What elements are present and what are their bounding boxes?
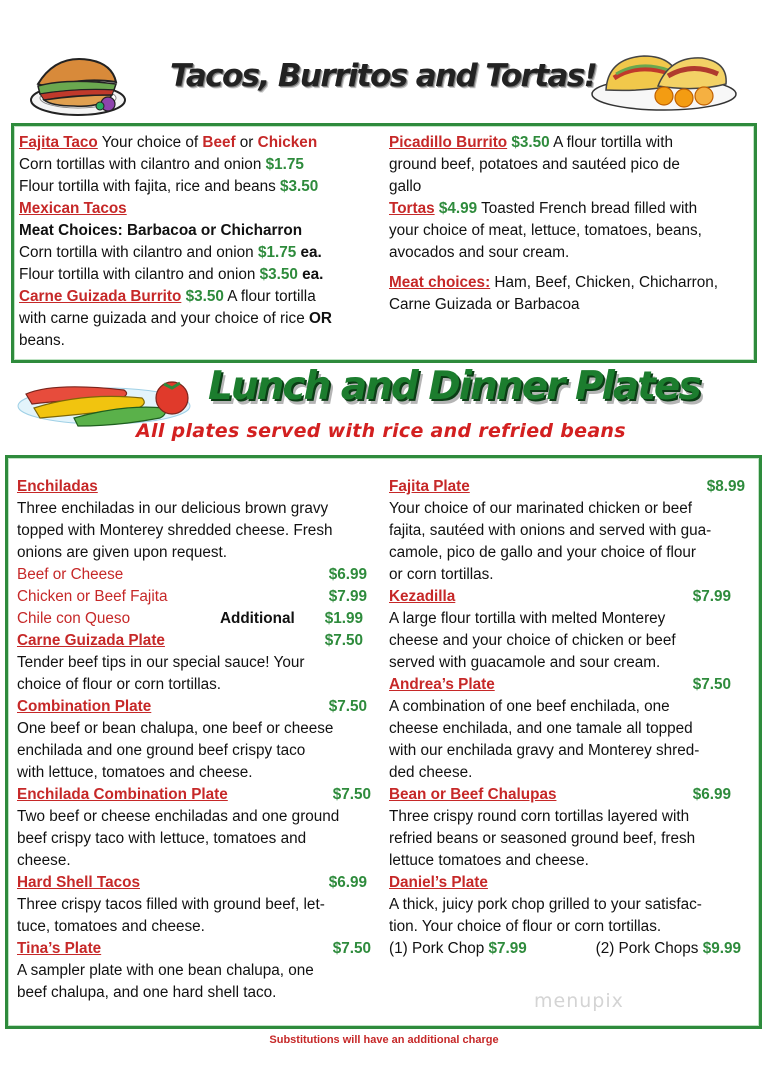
carne-guizada-burrito-desc2: with carne guizada and your choice of rice — [19, 310, 309, 327]
carne-guizada-burrito-price: $3.50 — [185, 288, 224, 305]
pork-chop-two — [596, 938, 741, 960]
enchilada-combination-desc1: Two beef or cheese enchiladas and one ground — [17, 808, 340, 825]
tortas-desc1: Toasted French bread filled with — [477, 200, 698, 217]
watermark: menupix — [534, 990, 624, 1012]
option-label: Chile con Queso — [17, 610, 131, 627]
tortas-name: Tortas — [389, 200, 435, 217]
mexican-flour-text: Flour tortilla with cilantro and onion — [19, 266, 260, 283]
carne-guizada-burrito-line — [19, 286, 381, 308]
pork-chop-two-price: $9.99 — [702, 940, 741, 957]
fajita-flour-price: $3.50 — [280, 178, 319, 195]
enchiladas-desc1: Three enchiladas in our delicious brown gravy — [17, 500, 329, 517]
enchilada-combination-plate-header — [17, 784, 371, 806]
carne-guizada-plate-desc2: choice of flour or corn tortillas. — [17, 676, 222, 693]
picadillo-burrito-line — [389, 132, 751, 154]
combination-plate-desc2: enchilada and one ground beef crispy taco — [17, 742, 306, 759]
fajita-flour-text: Flour tortilla with fajita, rice and beans — [19, 178, 281, 195]
enchiladas-desc2: topped with Monterey shredded cheese. Fresh — [17, 522, 333, 539]
option-price: $7.99 — [328, 588, 367, 605]
daniels-plate-desc1: A thick, juicy pork chop grilled to your satisfac- — [389, 896, 702, 913]
kezadilla-desc1: A large flour tortilla with melted Monterey — [389, 610, 666, 627]
meat-choices-desc1: Ham, Beef, Chicken, Chicharron, — [490, 274, 719, 291]
andreas-plate-price: $7.50 — [692, 676, 731, 693]
combination-plate-price: $7.50 — [328, 698, 367, 715]
or-text: or — [235, 134, 258, 151]
meat-choices-label: Meat choices: — [389, 274, 491, 291]
substitutions-note: Substitutions will have an additional charge — [269, 1034, 499, 1046]
carne-guizada-burrito-desc1: A flour tortilla — [223, 288, 316, 305]
carne-guizada-burrito-desc3: beans. — [19, 332, 65, 349]
carne-guizada-burrito-name: Carne Guizada Burrito — [19, 288, 182, 305]
meat-choices-desc2: Carne Guizada or Barbacoa — [389, 296, 580, 313]
fajita-corn-line — [19, 154, 381, 176]
kezadilla-desc2: cheese and your choice of chicken or beef — [389, 632, 676, 649]
mexican-tacos-name: Mexican Tacos — [19, 200, 127, 217]
andreas-plate-desc3: with our enchilada gravy and Monterey shred- — [389, 742, 700, 759]
enchiladas-name: Enchiladas — [17, 478, 98, 495]
mexican-flour-unit: ea. — [297, 266, 324, 283]
chicken-option: Chicken — [257, 134, 318, 151]
picadillo-burrito-name: Picadillo Burrito — [389, 134, 508, 151]
hard-shell-tacos-desc1: Three crispy tacos filled with ground beef, let- — [17, 896, 325, 913]
andreas-plate-desc1: A combination of one beef enchilada, one — [389, 698, 670, 715]
carne-guizada-plate-price: $7.50 — [324, 632, 363, 649]
pork-chop-one-label: (1) Pork Chop — [389, 940, 489, 957]
combination-plate-name: Combination Plate — [17, 698, 152, 715]
enchiladas-desc3: onions are given upon request. — [17, 544, 228, 561]
enchilada-combination-desc3: cheese. — [17, 852, 71, 869]
fajita-taco-line — [19, 132, 381, 154]
chalupas-desc1: Three crispy round corn tortillas layered with — [389, 808, 690, 825]
plates-left-column — [17, 476, 375, 1004]
daniels-plate-name: Daniel’s Plate — [389, 874, 488, 891]
plates-right-column — [389, 476, 751, 960]
page-title: Tacos, Burritos and Tortas! — [170, 58, 597, 94]
tortas-line — [389, 198, 751, 220]
bean-beef-chalupas-price: $6.99 — [692, 786, 731, 803]
fajita-plate-name: Fajita Plate — [389, 478, 470, 495]
mexican-corn-text: Corn tortilla with cilantro and onion — [19, 244, 258, 261]
chalupas-desc2: refried beans or seasoned ground beef, fresh — [389, 830, 696, 847]
mexican-tacos-line — [19, 198, 381, 220]
combination-plate-desc1: One beef or bean chalupa, one beef or cheese — [17, 720, 334, 737]
taco-plate-icon — [588, 48, 740, 112]
mexican-meat-choices: Meat Choices: Barbacoa or Chicharron — [19, 222, 303, 239]
enchilada-option-chicken-beef-fajita — [17, 586, 367, 608]
combination-plate-desc3: with lettuce, tomatoes and cheese. — [17, 764, 253, 781]
mexican-flour-line — [19, 264, 381, 286]
kezadilla-price: $7.99 — [692, 588, 731, 605]
chalupas-desc3: lettuce tomatoes and cheese. — [389, 852, 589, 869]
bean-beef-chalupas-name: Bean or Beef Chalupas — [389, 786, 557, 803]
hard-shell-tacos-desc2: tuce, tomatoes and cheese. — [17, 918, 205, 935]
pork-chop-one — [389, 938, 527, 960]
picadillo-desc1: A flour tortilla with — [549, 134, 673, 151]
tinas-plate-name: Tina’s Plate — [17, 940, 102, 957]
enchiladas-line — [17, 476, 375, 498]
fajita-plate-desc2: fajita, sautéed with onions and served with gua- — [389, 522, 712, 539]
fajita-plate-desc3: camole, pico de gallo and your choice of flour — [389, 544, 696, 561]
mexican-corn-unit: ea. — [296, 244, 322, 261]
picadillo-desc3: gallo — [389, 178, 422, 195]
carne-guizada-burrito-desc2-line — [19, 308, 381, 330]
enchilada-option-beef-cheese — [17, 564, 367, 586]
fajita-plate-header — [389, 476, 745, 498]
combination-plate-header — [17, 696, 367, 718]
picadillo-desc2: ground beef, potatoes and sautéed pico de — [389, 156, 680, 173]
tinas-plate-header — [17, 938, 371, 960]
tortas-desc3: avocados and sour cream. — [389, 244, 570, 261]
mexican-flour-price: $3.50 — [259, 266, 298, 283]
fajita-corn-price: $1.75 — [265, 156, 304, 173]
carne-guizada-plate-header — [17, 630, 363, 652]
daniels-plate-desc2: tion. Your choice of flour or corn tortillas. — [389, 918, 662, 935]
torta-sandwich-plate-icon — [28, 48, 130, 118]
enchilada-combination-plate-name: Enchilada Combination Plate — [17, 786, 228, 803]
plates-title: Lunch and Dinner Plates — [208, 364, 700, 409]
meat-choices-line — [389, 272, 751, 294]
tortas-price: $4.99 — [438, 200, 478, 217]
pork-chop-one-price: $7.99 — [488, 940, 527, 957]
fajita-plate-price: $8.99 — [706, 478, 745, 495]
tinas-plate-price: $7.50 — [332, 940, 371, 957]
andreas-plate-name: Andrea’s Plate — [389, 676, 495, 693]
mexican-corn-price: $1.75 — [257, 244, 297, 261]
tortas-desc2: your choice of meat, lettuce, tomatoes, beans, — [389, 222, 702, 239]
enchilada-combination-plate-price: $7.50 — [332, 786, 371, 803]
daniels-plate-line — [389, 872, 751, 894]
tinas-plate-desc2: beef chalupa, and one hard shell taco. — [17, 984, 277, 1001]
andreas-plate-desc4: ded cheese. — [389, 764, 473, 781]
andreas-plate-header — [389, 674, 731, 696]
option-label: Chicken or Beef Fajita — [17, 588, 168, 605]
option-price: $1.99 — [324, 610, 363, 627]
option-price: $6.99 — [328, 566, 367, 583]
enchilada-combination-desc2: beef crispy taco with lettuce, tomatoes and — [17, 830, 307, 847]
beef-option: Beef — [202, 134, 236, 151]
enchilada-option-chile-con-queso — [17, 608, 363, 630]
fajita-plate-desc1: Your choice of our marinated chicken or beef — [389, 500, 693, 517]
tacos-right-column — [389, 132, 751, 316]
fajita-taco-desc: Your choice of — [97, 134, 203, 151]
pork-chop-two-label: (2) Pork Chops — [595, 940, 703, 957]
kezadilla-header — [389, 586, 731, 608]
fajita-taco-name: Fajita Taco — [19, 134, 98, 151]
fajita-plate-desc4: or corn tortillas. — [389, 566, 494, 583]
bean-beef-chalupas-header — [389, 784, 731, 806]
carne-guizada-plate-desc1: Tender beef tips in our special sauce! Your — [17, 654, 305, 671]
andreas-plate-desc2: cheese enchilada, and one tamale all topped — [389, 720, 693, 737]
fajita-flour-line — [19, 176, 381, 198]
kezadilla-name: Kezadilla — [389, 588, 456, 605]
or-word: OR — [308, 310, 332, 327]
hard-shell-tacos-header — [17, 872, 367, 894]
carne-guizada-plate-name: Carne Guizada Plate — [17, 632, 165, 649]
mexican-corn-line — [19, 242, 381, 264]
tinas-plate-desc1: A sampler plate with one bean chalupa, one — [17, 962, 314, 979]
additional-label: Additional — [219, 610, 295, 627]
option-label: Beef or Cheese — [17, 566, 124, 583]
daniels-plate-options — [389, 938, 741, 960]
fajita-corn-text: Corn tortillas with cilantro and onion — [19, 156, 266, 173]
kezadilla-desc3: served with guacamole and sour cream. — [389, 654, 661, 671]
hard-shell-tacos-name: Hard Shell Tacos — [17, 874, 140, 891]
tacos-left-column — [19, 132, 381, 352]
picadillo-burrito-price: $3.50 — [511, 134, 550, 151]
plates-subtitle: All plates served with rice and refried beans — [136, 420, 626, 442]
hard-shell-tacos-price: $6.99 — [328, 874, 367, 891]
